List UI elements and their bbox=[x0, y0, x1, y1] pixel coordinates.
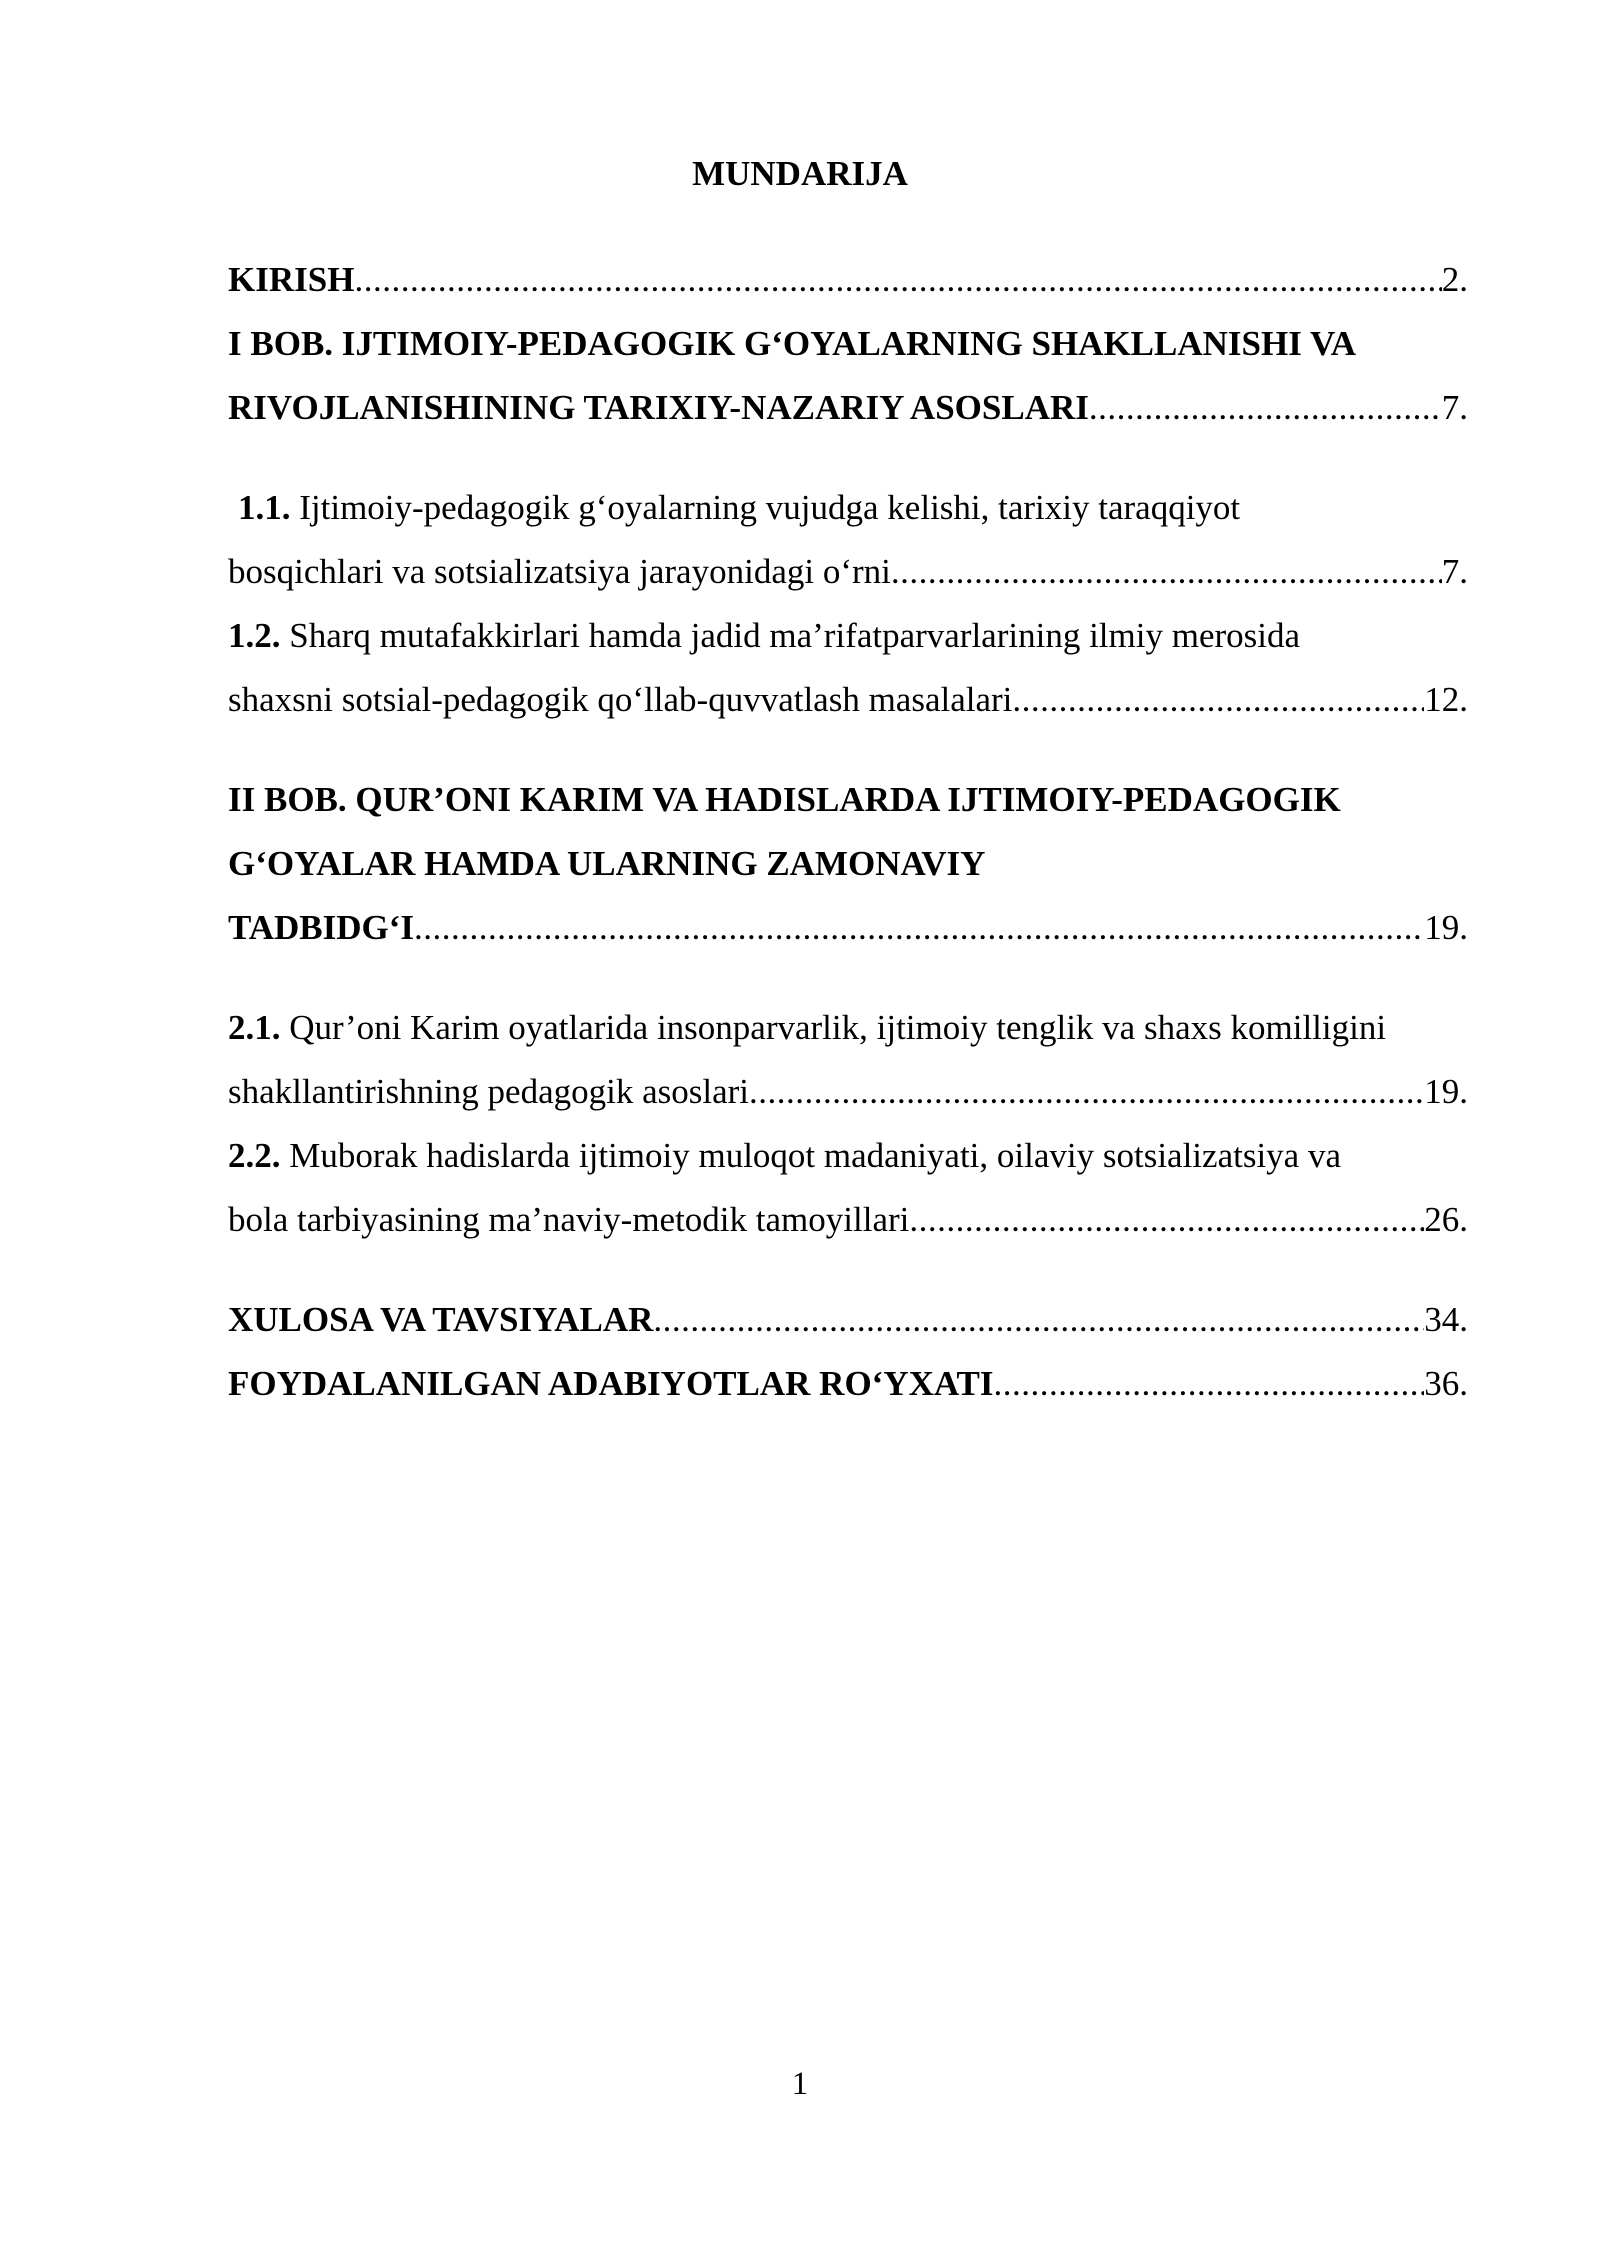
toc-entry-title: FOYDALANILGAN ADABIYOTLAR RO‘YXATI bbox=[228, 1364, 994, 1403]
toc-entry-chapter-2-line-2[interactable] bbox=[228, 832, 1468, 896]
toc-entry-chapter-2[interactable] bbox=[228, 768, 1468, 832]
dot-leader bbox=[1012, 668, 1424, 732]
dot-leader bbox=[909, 1188, 1424, 1252]
toc-entry-title: TADBIDG‘I bbox=[228, 908, 415, 947]
toc-entry-title: shakllantirishning pedagogik asoslari bbox=[228, 1072, 750, 1111]
toc-entry-chapter-2-line-3[interactable] bbox=[228, 896, 1468, 960]
dot-leader bbox=[354, 248, 1441, 312]
toc-entry-title: I BOB. IJTIMOIY-PEDAGOGIK G‘OYALARNING SHAKLLANISHI VA bbox=[228, 324, 1357, 363]
toc-entry-section-1-2[interactable] bbox=[228, 604, 1468, 668]
toc-entry-section-1-2-line[interactable] bbox=[228, 668, 1468, 732]
dot-leader bbox=[994, 1352, 1425, 1416]
toc-page-number: 34. bbox=[1424, 1300, 1468, 1339]
toc-entry-section-1-1[interactable] bbox=[228, 476, 1468, 540]
toc-entry-title: RIVOJLANISHINING TARIXIY-NAZARIY ASOSLARI bbox=[228, 388, 1089, 427]
toc-page-number: 12. bbox=[1424, 680, 1468, 719]
toc-entry-references[interactable] bbox=[228, 1352, 1468, 1416]
toc-entry-chapter-1-line[interactable] bbox=[228, 376, 1468, 440]
toc-section-number: 2.2. bbox=[228, 1136, 281, 1175]
toc-page-number: 26. bbox=[1424, 1200, 1468, 1239]
dot-leader bbox=[891, 540, 1442, 604]
toc-section-number: 1.1. bbox=[238, 488, 291, 527]
toc-entry-section-1-1-line[interactable] bbox=[228, 540, 1468, 604]
toc-page-number: 19. bbox=[1424, 1072, 1468, 1111]
table-of-contents bbox=[228, 248, 1468, 1416]
toc-entry-section-2-1[interactable] bbox=[228, 996, 1468, 1060]
toc-entry-title: Qur’oni Karim oyatlarida insonparvarlik, ijtimoiy tenglik va shaxs komilligini bbox=[289, 1008, 1387, 1047]
toc-page-number: 7. bbox=[1441, 552, 1468, 591]
dot-leader bbox=[749, 1060, 1424, 1124]
toc-entry-section-2-2-line[interactable] bbox=[228, 1188, 1468, 1252]
toc-entry-title: Ijtimoiy-pedagogik g‘oyalarning vujudga kelishi, tarixiy taraqqiyot bbox=[299, 488, 1241, 527]
page-title: MUNDARIJA bbox=[692, 154, 908, 193]
dot-leader bbox=[653, 1288, 1424, 1352]
toc-entry-title: KIRISH bbox=[228, 260, 355, 299]
toc-entry-title: shaxsni sotsial-pedagogik qo‘llab-quvvatlash masalalari bbox=[228, 680, 1013, 719]
toc-entry-title: XULOSA VA TAVSIYALAR bbox=[228, 1300, 654, 1339]
toc-entry-chapter-1[interactable] bbox=[228, 312, 1468, 376]
toc-page-number: 7. bbox=[1441, 388, 1468, 427]
toc-entry-title: bola tarbiyasining ma’naviy-metodik tamoyillari bbox=[228, 1200, 910, 1239]
toc-page-number: 19. bbox=[1424, 908, 1468, 947]
toc-entry-title: Sharq mutafakkirlari hamda jadid ma’rifatparvarlarining ilmiy merosida bbox=[289, 616, 1301, 655]
toc-entry-title: bosqichlari va sotsializatsiya jarayonidagi o‘rni bbox=[228, 552, 891, 591]
toc-entry-title: G‘OYALAR HAMDA ULARNING ZAMONAVIY bbox=[228, 844, 986, 883]
toc-page-number: 36. bbox=[1424, 1364, 1468, 1403]
toc-entry-section-2-1-line[interactable] bbox=[228, 1060, 1468, 1124]
toc-page-number: 2. bbox=[1441, 260, 1468, 299]
page-number: 1 bbox=[791, 2066, 809, 2102]
toc-section-number: 2.1. bbox=[228, 1008, 281, 1047]
dot-leader bbox=[414, 896, 1424, 960]
toc-section-number: 1.2. bbox=[228, 616, 281, 655]
toc-entry-title: Muborak hadislarda ijtimoiy muloqot madaniyati, oilaviy sotsializatsiya va bbox=[289, 1136, 1341, 1175]
toc-entry-title: II BOB. QUR’ONI KARIM VA HADISLARDA IJTIMOIY-PEDAGOGIK bbox=[228, 780, 1341, 819]
dot-leader bbox=[1089, 376, 1442, 440]
toc-entry-kirish[interactable] bbox=[228, 248, 1468, 312]
toc-entry-section-2-2[interactable] bbox=[228, 1124, 1468, 1188]
toc-entry-conclusion[interactable] bbox=[228, 1288, 1468, 1352]
